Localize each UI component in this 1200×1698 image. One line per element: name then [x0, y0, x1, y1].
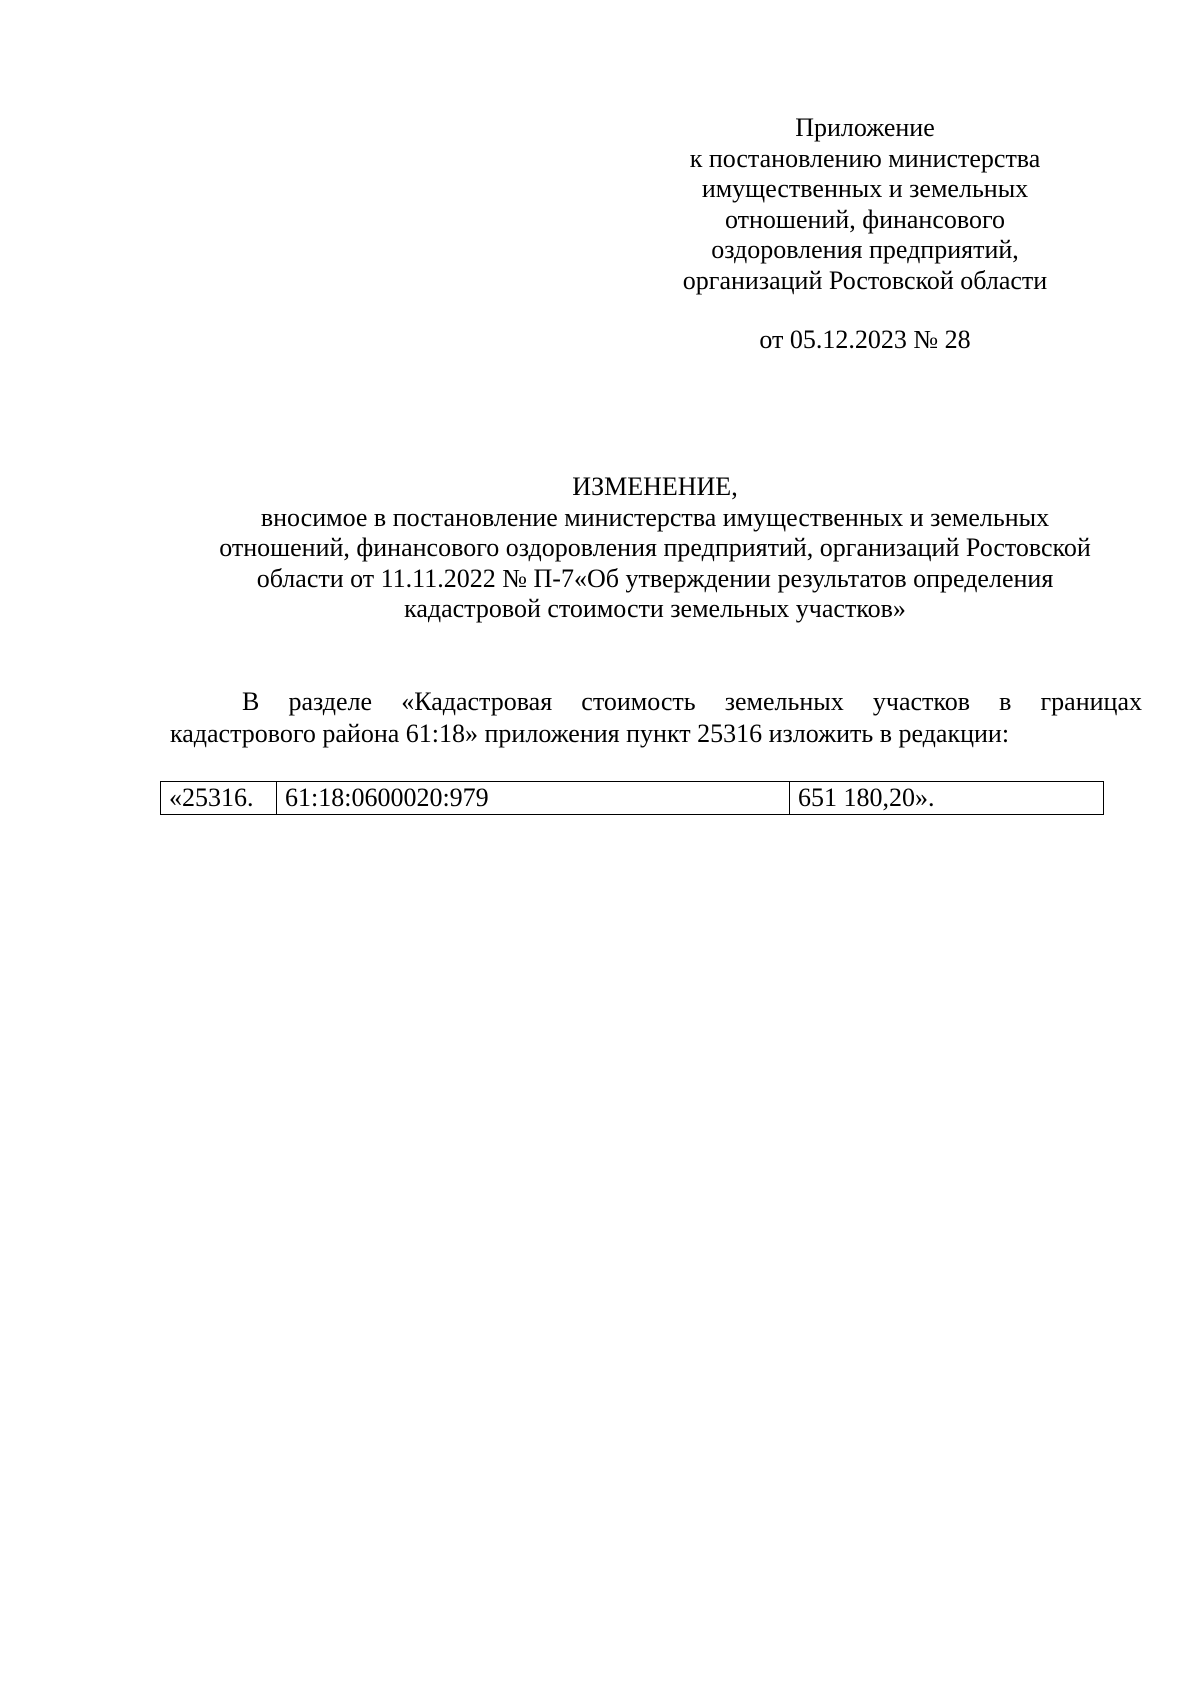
table-row	[161, 782, 1104, 815]
appendix-header	[640, 113, 1090, 356]
paragraph-line-1: В разделе «Кадастровая стоимость земельных участков в границах	[242, 687, 1142, 716]
paragraph-line-2: кадастрового района 61:18» приложения пункт 25316 изложить в редакции:	[170, 719, 1010, 748]
heading-line: отношений, финансового оздоровления предприятий, организаций Ростовской	[219, 533, 1091, 562]
document-heading	[160, 472, 1150, 625]
appendix-line: имущественных и земельных	[701, 174, 1029, 203]
appendix-line: Приложение	[795, 113, 935, 142]
heading-line: области от 11.11.2022 № П-7«Об утверждении результатов определения	[256, 563, 1054, 593]
cadastral-value-cell: 651 180,20».	[790, 782, 1104, 815]
appendix-line: к постановлению министерства	[689, 143, 1041, 173]
amendment-table	[160, 781, 1104, 815]
appendix-date: от 05.12.2023 № 28	[759, 325, 971, 354]
heading-title: ИЗМЕНЕНИЕ,	[572, 472, 738, 501]
appendix-line: оздоровления предприятий,	[711, 235, 1019, 264]
item-number-cell: «25316.	[161, 782, 277, 815]
cadastral-number-cell: 61:18:0600020:979	[277, 782, 790, 815]
appendix-line: организаций Ростовской области	[682, 265, 1048, 295]
heading-line: вносимое в постановление министерства имущественных и земельных	[260, 502, 1050, 532]
body-paragraph	[170, 686, 1142, 750]
appendix-line: отношений, финансового	[724, 204, 1006, 234]
heading-line: кадастровой стоимости земельных участков»	[404, 594, 906, 623]
